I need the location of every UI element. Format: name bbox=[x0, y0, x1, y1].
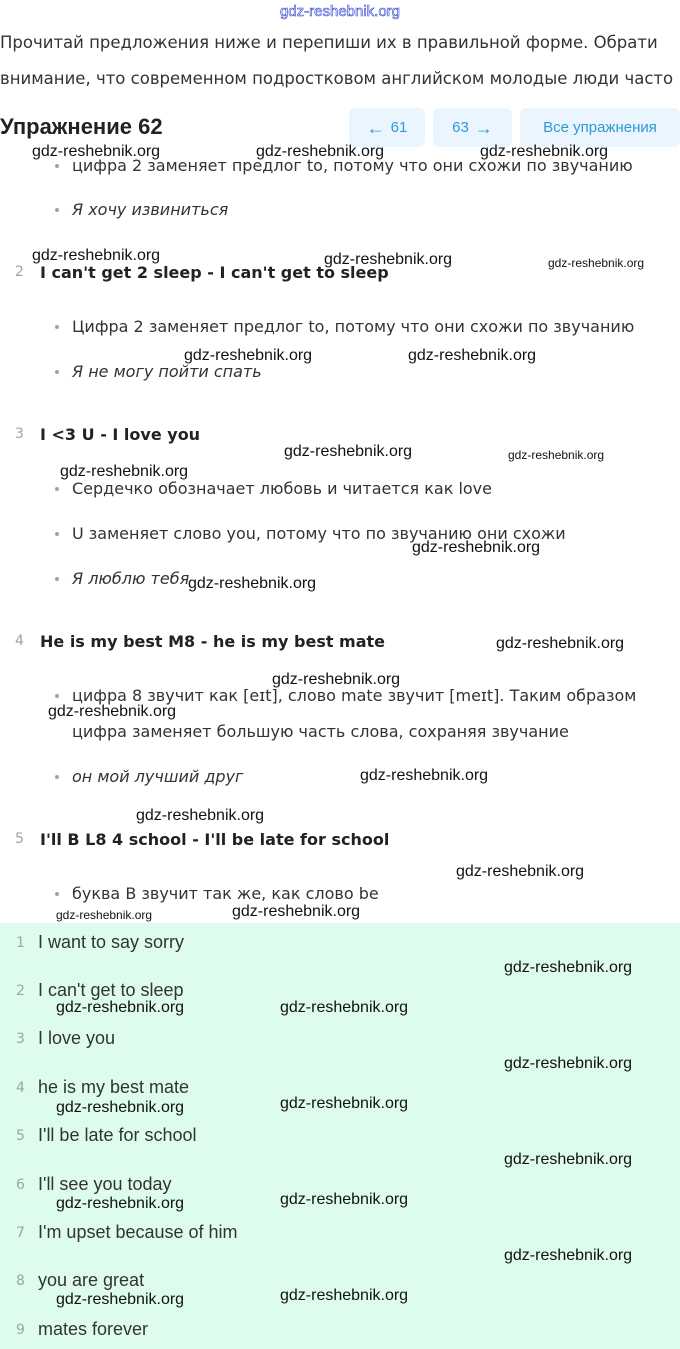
bullet-text: цифра 2 заменяет предлог to, потому что они схожи по звучанию bbox=[72, 156, 633, 175]
watermark: gdz-reshebnik.org bbox=[188, 575, 317, 592]
answer-number: 1 bbox=[16, 935, 25, 951]
answer-text: he is my best mate bbox=[38, 1077, 190, 1097]
watermark: gdz-reshebnik.org bbox=[56, 1291, 185, 1308]
item-sentence: I'll B L8 4 school - I'll be late for school bbox=[40, 830, 390, 849]
watermark: gdz-reshebnik.org bbox=[504, 959, 633, 976]
bullet-text: Я хочу извиниться bbox=[72, 200, 229, 219]
item-number: 2 bbox=[15, 264, 24, 280]
page-title: Упражнение 62 bbox=[0, 114, 163, 139]
prev-exercise-label: 61 bbox=[390, 119, 408, 136]
bullet-text: Я люблю тебя bbox=[72, 569, 190, 588]
watermark: gdz-reshebnik.org bbox=[60, 463, 189, 480]
answers-panel bbox=[0, 923, 680, 1349]
watermark: gdz-reshebnik.org bbox=[504, 1151, 633, 1168]
watermark: gdz-reshebnik.org bbox=[324, 251, 453, 268]
answer-text: mates forever bbox=[38, 1319, 149, 1339]
item-number: 3 bbox=[15, 426, 24, 442]
answer-number: 2 bbox=[16, 983, 25, 999]
watermark: gdz-reshebnik.org bbox=[48, 703, 177, 720]
site-link[interactable]: gdz-reshebnik.org bbox=[279, 3, 401, 20]
arrow-right-icon: → bbox=[474, 117, 493, 138]
watermark: gdz-reshebnik.org bbox=[280, 1287, 409, 1304]
watermark: gdz-reshebnik.org bbox=[504, 1247, 633, 1264]
answer-text: you are great bbox=[38, 1270, 145, 1290]
watermark: gdz-reshebnik.org bbox=[456, 863, 585, 880]
next-exercise-label: 63 bbox=[452, 119, 469, 136]
answer-number: 7 bbox=[16, 1225, 25, 1241]
bullet-text: U заменяет слово you, потому что по звучанию они схожи bbox=[72, 524, 566, 543]
watermark: gdz-reshebnik.org bbox=[32, 143, 161, 160]
answer-text: I can't get to sleep bbox=[38, 980, 184, 1000]
item-number: 4 bbox=[15, 633, 24, 649]
bullet-text: Я не могу пойти спать bbox=[72, 362, 262, 381]
item-sentence: I <3 U - I love you bbox=[40, 425, 201, 444]
bullet-text: Цифра 2 заменяет предлог to, потому что они схожи по звучанию bbox=[72, 317, 635, 336]
prev-exercise-button[interactable] bbox=[349, 108, 425, 147]
arrow-left-icon: ← bbox=[366, 117, 385, 138]
all-exercises-button[interactable] bbox=[520, 108, 680, 147]
watermark: gdz-reshebnik.org bbox=[256, 143, 385, 160]
answer-number: 9 bbox=[16, 1322, 25, 1338]
answer-text: I'll be late for school bbox=[38, 1125, 197, 1145]
answer-text: I want to say sorry bbox=[38, 932, 185, 952]
item-number: 5 bbox=[15, 831, 24, 847]
watermark: gdz-reshebnik.org bbox=[280, 1095, 409, 1112]
watermark: gdz-reshebnik.org bbox=[56, 908, 153, 922]
intro-line-2: внимание, что современном подростковом английском молодые люди часто bbox=[0, 69, 674, 88]
all-exercises-label: Все упражнения bbox=[543, 119, 657, 136]
watermark: gdz-reshebnik.org bbox=[548, 256, 645, 270]
answer-number: 4 bbox=[16, 1080, 25, 1096]
watermark: gdz-reshebnik.org bbox=[56, 1099, 185, 1116]
watermark: gdz-reshebnik.org bbox=[284, 443, 413, 460]
watermark: gdz-reshebnik.org bbox=[232, 903, 361, 920]
answer-number: 3 bbox=[16, 1031, 25, 1047]
watermark: gdz-reshebnik.org bbox=[508, 448, 605, 462]
answer-number: 5 bbox=[16, 1128, 25, 1144]
watermark: gdz-reshebnik.org bbox=[56, 999, 185, 1016]
watermark: gdz-reshebnik.org bbox=[412, 539, 541, 556]
watermark: gdz-reshebnik.org bbox=[272, 671, 401, 688]
watermark: gdz-reshebnik.org bbox=[280, 999, 409, 1016]
answer-text: I love you bbox=[38, 1028, 116, 1048]
watermark: gdz-reshebnik.org bbox=[184, 347, 313, 364]
intro-line-1: Прочитай предложения ниже и перепиши их в правильной форме. Обрати bbox=[0, 33, 658, 52]
item-sentence: He is my best M8 - he is my best mate bbox=[40, 632, 386, 651]
answer-number: 8 bbox=[16, 1273, 25, 1289]
watermark: gdz-reshebnik.org bbox=[32, 247, 161, 264]
bullet-text-continued: цифра заменяет большую часть слова, сохраняя звучание bbox=[72, 722, 569, 741]
watermark: gdz-reshebnik.org bbox=[408, 347, 537, 364]
answer-text: I'll see you today bbox=[38, 1174, 172, 1194]
bullet-text: он мой лучший друг bbox=[72, 767, 244, 786]
bullet-text: буква B звучит так же, как слово be bbox=[72, 884, 379, 903]
answer-text: I'm upset because of him bbox=[38, 1222, 238, 1242]
watermark: gdz-reshebnik.org bbox=[360, 767, 489, 784]
watermark: gdz-reshebnik.org bbox=[280, 1191, 409, 1208]
item-sentence: I can't get 2 sleep - I can't get to sleep bbox=[40, 263, 389, 282]
watermark: gdz-reshebnik.org bbox=[136, 807, 265, 824]
watermark: gdz-reshebnik.org bbox=[496, 635, 625, 652]
bullet-text: цифра 8 звучит как [eɪt], слово mate звучит [meɪt]. Таким образом bbox=[72, 686, 637, 705]
watermark: gdz-reshebnik.org bbox=[480, 143, 609, 160]
answer-number: 6 bbox=[16, 1177, 25, 1193]
watermark: gdz-reshebnik.org bbox=[504, 1055, 633, 1072]
bullet-text: Сердечко обозначает любовь и читается как love bbox=[72, 479, 492, 498]
next-exercise-button[interactable] bbox=[433, 108, 512, 147]
watermark: gdz-reshebnik.org bbox=[56, 1195, 185, 1212]
